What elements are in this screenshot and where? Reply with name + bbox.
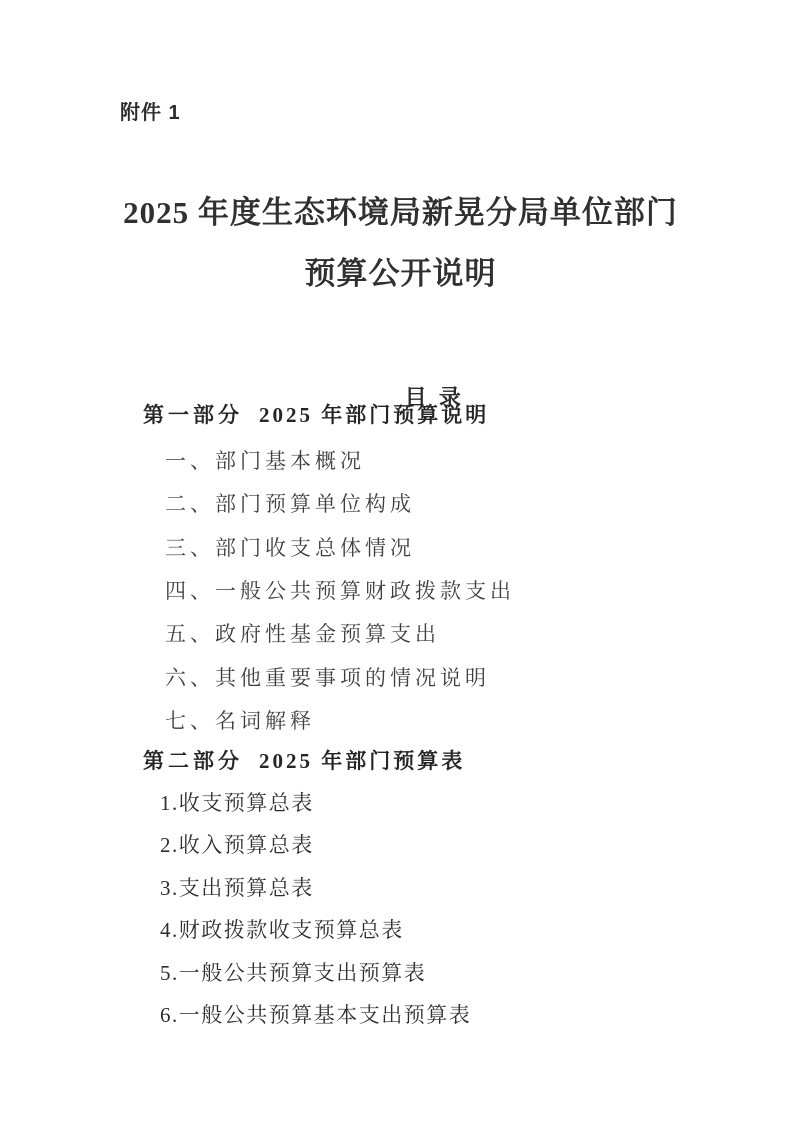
- toc-part2-item-4: 4.财政拨款收支预算总表: [160, 918, 404, 942]
- toc-part2-item-1: 1.收支预算总表: [160, 791, 314, 815]
- document-title-line2: 预算公开说明: [304, 256, 497, 291]
- toc-part2-item-6: 6.一般公共预算基本支出预算表: [160, 1003, 472, 1027]
- toc-part1-heading-text: 2025 年部门预算说明: [259, 403, 490, 427]
- toc-part1-item-5: 五、政府性基金预算支出: [165, 622, 440, 646]
- toc-part1-item-3: 三、部门收支总体情况: [165, 536, 415, 560]
- toc-part1-item-2: 二、部门预算单位构成: [165, 492, 415, 516]
- attachment-label: 附件 1: [120, 102, 181, 124]
- toc-part2-item-3: 3.支出预算总表: [160, 876, 314, 900]
- toc-part2-item-2: 2.收入预算总表: [160, 833, 314, 857]
- toc-part1-item-6: 六、其他重要事项的情况说明: [165, 666, 490, 690]
- toc-part2-heading-prefix: 第二部分: [143, 750, 243, 773]
- document-title-line1: 2025 年度生态环境局新晃分局单位部门: [123, 195, 678, 230]
- toc-header-text: 目 录: [404, 385, 461, 410]
- toc-part2-item-5: 5.一般公共预算支出预算表: [160, 961, 427, 985]
- toc-part2-heading: [143, 745, 465, 775]
- toc-part1-item-1: 一、部门基本概况: [165, 449, 365, 473]
- document-title: [106, 182, 695, 304]
- toc-part1-heading-prefix: 第一部分: [143, 404, 243, 427]
- toc-part2-heading-text: 2025 年部门预算表: [259, 749, 466, 773]
- toc-part1-item-7: 七、名词解释: [165, 709, 315, 733]
- toc-part1-item-4: 四、一般公共预算财政拨款支出: [165, 579, 515, 603]
- toc-part1-heading: [143, 399, 489, 429]
